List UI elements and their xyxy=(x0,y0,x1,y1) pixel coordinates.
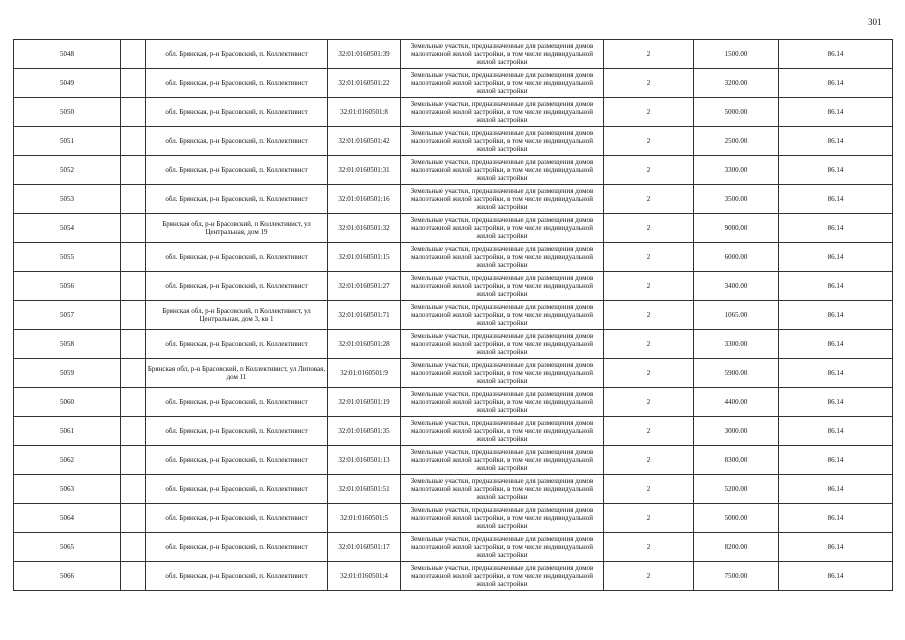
land-use-cell: Земельные участки, предназначенные для размещения домов малоэтажной жилой застройки, в том числе индивидуальной жилой застройки xyxy=(401,127,604,156)
land-use-cell: Земельные участки, предназначенные для размещения домов малоэтажной жилой застройки, в том числе индивидуальной жилой застройки xyxy=(401,504,604,533)
address-cell: обл. Брянская, р-н Брасовский, п. Коллективист xyxy=(146,417,328,446)
rate-cell: 86.14 xyxy=(779,446,893,475)
rate-cell: 86.14 xyxy=(779,214,893,243)
rate-cell: 86.14 xyxy=(779,562,893,591)
cadastral-number-cell: 32:01:0160501:9 xyxy=(328,359,401,388)
table-row xyxy=(14,562,893,591)
area-cell: 3200.00 xyxy=(694,69,779,98)
row-number-cell: 5061 xyxy=(14,417,121,446)
row-number-cell: 5058 xyxy=(14,330,121,359)
row-number-cell: 5060 xyxy=(14,388,121,417)
address-cell: обл. Брянская, р-н Брасовский, п. Коллективист xyxy=(146,156,328,185)
row-number-cell: 5064 xyxy=(14,504,121,533)
cadastral-number-cell: 32:01:0160501:31 xyxy=(328,156,401,185)
category-cell: 2 xyxy=(604,185,694,214)
address-cell: обл. Брянская, р-н Брасовский, п. Коллективист xyxy=(146,243,328,272)
address-cell: Брянская обл, р-н Брасовский, п Коллективист, ул Липовая, дом 11 xyxy=(146,359,328,388)
address-cell: обл. Брянская, р-н Брасовский, п. Коллективист xyxy=(146,388,328,417)
area-cell: 9000.00 xyxy=(694,214,779,243)
cadastral-number-cell: 32:01:0160501:17 xyxy=(328,533,401,562)
rate-cell: 86.14 xyxy=(779,533,893,562)
rate-cell: 86.14 xyxy=(779,301,893,330)
cadastral-number-cell: 32:01:0160501:4 xyxy=(328,562,401,591)
table-row xyxy=(14,388,893,417)
table-row xyxy=(14,417,893,446)
rate-cell: 86.14 xyxy=(779,243,893,272)
row-number-cell: 5053 xyxy=(14,185,121,214)
cadastral-number-cell: 32:01:0160501:5 xyxy=(328,504,401,533)
area-cell: 6000.00 xyxy=(694,243,779,272)
empty-cell xyxy=(121,301,146,330)
rate-cell: 86.14 xyxy=(779,156,893,185)
table-row xyxy=(14,127,893,156)
address-cell: обл. Брянская, р-н Брасовский, п. Коллективист xyxy=(146,127,328,156)
empty-cell xyxy=(121,69,146,98)
table-row xyxy=(14,504,893,533)
category-cell: 2 xyxy=(604,446,694,475)
area-cell: 3400.00 xyxy=(694,272,779,301)
category-cell: 2 xyxy=(604,504,694,533)
empty-cell xyxy=(121,98,146,127)
table-row xyxy=(14,359,893,388)
category-cell: 2 xyxy=(604,40,694,69)
land-use-cell: Земельные участки, предназначенные для размещения домов малоэтажной жилой застройки, в том числе индивидуальной жилой застройки xyxy=(401,475,604,504)
category-cell: 2 xyxy=(604,98,694,127)
rate-cell: 86.14 xyxy=(779,69,893,98)
cadastral-number-cell: 32:01:0160501:28 xyxy=(328,330,401,359)
row-number-cell: 5066 xyxy=(14,562,121,591)
category-cell: 2 xyxy=(604,562,694,591)
row-number-cell: 5059 xyxy=(14,359,121,388)
address-cell: обл. Брянская, р-н Брасовский, п. Коллективист xyxy=(146,504,328,533)
table-body xyxy=(14,40,893,591)
empty-cell xyxy=(121,475,146,504)
table-row xyxy=(14,533,893,562)
area-cell: 1065.00 xyxy=(694,301,779,330)
address-cell: Брянская обл, р-н Брасовский, п Коллективист, ул Центральная, дом 3, кв 1 xyxy=(146,301,328,330)
empty-cell xyxy=(121,243,146,272)
area-cell: 7500.00 xyxy=(694,562,779,591)
cadastral-number-cell: 32:01:0160501:15 xyxy=(328,243,401,272)
cadastral-number-cell: 32:01:0160501:19 xyxy=(328,388,401,417)
table-row xyxy=(14,446,893,475)
category-cell: 2 xyxy=(604,243,694,272)
table-row xyxy=(14,98,893,127)
area-cell: 1500.00 xyxy=(694,40,779,69)
rate-cell: 86.14 xyxy=(779,127,893,156)
row-number-cell: 5056 xyxy=(14,272,121,301)
empty-cell xyxy=(121,40,146,69)
rate-cell: 86.14 xyxy=(779,185,893,214)
cadastral-number-cell: 32:01:0160501:27 xyxy=(328,272,401,301)
land-use-cell: Земельные участки, предназначенные для размещения домов малоэтажной жилой застройки, в том числе индивидуальной жилой застройки xyxy=(401,533,604,562)
table-row xyxy=(14,475,893,504)
empty-cell xyxy=(121,417,146,446)
area-cell: 5900.00 xyxy=(694,359,779,388)
row-number-cell: 5049 xyxy=(14,69,121,98)
table-row xyxy=(14,243,893,272)
address-cell: обл. Брянская, р-н Брасовский, п. Коллективист xyxy=(146,40,328,69)
category-cell: 2 xyxy=(604,388,694,417)
row-number-cell: 5051 xyxy=(14,127,121,156)
address-cell: обл. Брянская, р-н Брасовский, п. Коллективист xyxy=(146,562,328,591)
category-cell: 2 xyxy=(604,214,694,243)
category-cell: 2 xyxy=(604,156,694,185)
rate-cell: 86.14 xyxy=(779,272,893,301)
address-cell: обл. Брянская, р-н Брасовский, п. Коллективист xyxy=(146,533,328,562)
address-cell: обл. Брянская, р-н Брасовский, п. Коллективист xyxy=(146,98,328,127)
address-cell: обл. Брянская, р-н Брасовский, п. Коллективист xyxy=(146,272,328,301)
empty-cell xyxy=(121,214,146,243)
rate-cell: 86.14 xyxy=(779,475,893,504)
cadastral-number-cell: 32:01:0160501:22 xyxy=(328,69,401,98)
table-row xyxy=(14,69,893,98)
empty-cell xyxy=(121,446,146,475)
row-number-cell: 5063 xyxy=(14,475,121,504)
empty-cell xyxy=(121,127,146,156)
category-cell: 2 xyxy=(604,301,694,330)
empty-cell xyxy=(121,272,146,301)
cadastral-number-cell: 32:01:0160501:13 xyxy=(328,446,401,475)
row-number-cell: 5054 xyxy=(14,214,121,243)
empty-cell xyxy=(121,562,146,591)
land-use-cell: Земельные участки, предназначенные для размещения домов малоэтажной жилой застройки, в том числе индивидуальной жилой застройки xyxy=(401,562,604,591)
area-cell: 3500.00 xyxy=(694,185,779,214)
category-cell: 2 xyxy=(604,330,694,359)
area-cell: 2500.00 xyxy=(694,127,779,156)
row-number-cell: 5057 xyxy=(14,301,121,330)
category-cell: 2 xyxy=(604,272,694,301)
area-cell: 3000.00 xyxy=(694,417,779,446)
category-cell: 2 xyxy=(604,69,694,98)
rate-cell: 86.14 xyxy=(779,330,893,359)
address-cell: обл. Брянская, р-н Брасовский, п. Коллективист xyxy=(146,330,328,359)
rate-cell: 86.14 xyxy=(779,504,893,533)
rate-cell: 86.14 xyxy=(779,388,893,417)
land-use-cell: Земельные участки, предназначенные для размещения домов малоэтажной жилой застройки, в том числе индивидуальной жилой застройки xyxy=(401,40,604,69)
address-cell: обл. Брянская, р-н Брасовский, п. Коллективист xyxy=(146,475,328,504)
row-number-cell: 5052 xyxy=(14,156,121,185)
land-use-cell: Земельные участки, предназначенные для размещения домов малоэтажной жилой застройки, в том числе индивидуальной жилой застройки xyxy=(401,417,604,446)
cadastral-number-cell: 32:01:0160501:32 xyxy=(328,214,401,243)
land-registry-table xyxy=(13,39,893,591)
empty-cell xyxy=(121,533,146,562)
table-row xyxy=(14,156,893,185)
area-cell: 5000.00 xyxy=(694,98,779,127)
category-cell: 2 xyxy=(604,533,694,562)
cadastral-number-cell: 32:01:0160501:8 xyxy=(328,98,401,127)
rate-cell: 86.14 xyxy=(779,359,893,388)
empty-cell xyxy=(121,330,146,359)
table-row xyxy=(14,330,893,359)
cadastral-number-cell: 32:01:0160501:35 xyxy=(328,417,401,446)
empty-cell xyxy=(121,504,146,533)
land-use-cell: Земельные участки, предназначенные для размещения домов малоэтажной жилой застройки, в том числе индивидуальной жилой застройки xyxy=(401,69,604,98)
table-row xyxy=(14,185,893,214)
land-use-cell: Земельные участки, предназначенные для размещения домов малоэтажной жилой застройки, в том числе индивидуальной жилой застройки xyxy=(401,446,604,475)
land-use-cell: Земельные участки, предназначенные для размещения домов малоэтажной жилой застройки, в том числе индивидуальной жилой застройки xyxy=(401,243,604,272)
table-row xyxy=(14,301,893,330)
land-use-cell: Земельные участки, предназначенные для размещения домов малоэтажной жилой застройки, в том числе индивидуальной жилой застройки xyxy=(401,272,604,301)
page-number: 301 xyxy=(868,17,882,27)
cadastral-number-cell: 32:01:0160501:71 xyxy=(328,301,401,330)
area-cell: 5000.00 xyxy=(694,504,779,533)
row-number-cell: 5055 xyxy=(14,243,121,272)
land-use-cell: Земельные участки, предназначенные для размещения домов малоэтажной жилой застройки, в том числе индивидуальной жилой застройки xyxy=(401,98,604,127)
category-cell: 2 xyxy=(604,359,694,388)
table-row xyxy=(14,214,893,243)
address-cell: обл. Брянская, р-н Брасовский, п. Коллективист xyxy=(146,446,328,475)
table-row xyxy=(14,40,893,69)
table-row xyxy=(14,272,893,301)
land-use-cell: Земельные участки, предназначенные для размещения домов малоэтажной жилой застройки, в том числе индивидуальной жилой застройки xyxy=(401,330,604,359)
cadastral-number-cell: 32:01:0160501:16 xyxy=(328,185,401,214)
area-cell: 3300.00 xyxy=(694,156,779,185)
row-number-cell: 5065 xyxy=(14,533,121,562)
empty-cell xyxy=(121,185,146,214)
rate-cell: 86.14 xyxy=(779,417,893,446)
rate-cell: 86.14 xyxy=(779,40,893,69)
land-use-cell: Земельные участки, предназначенные для размещения домов малоэтажной жилой застройки, в том числе индивидуальной жилой застройки xyxy=(401,301,604,330)
row-number-cell: 5062 xyxy=(14,446,121,475)
area-cell: 4400.00 xyxy=(694,388,779,417)
category-cell: 2 xyxy=(604,127,694,156)
row-number-cell: 5050 xyxy=(14,98,121,127)
cadastral-number-cell: 32:01:0160501:39 xyxy=(328,40,401,69)
address-cell: Брянская обл, р-н Брасовский, п Коллективист, ул Центральная, дом 19 xyxy=(146,214,328,243)
empty-cell xyxy=(121,156,146,185)
rate-cell: 86.14 xyxy=(779,98,893,127)
area-cell: 8200.00 xyxy=(694,533,779,562)
cadastral-number-cell: 32:01:0160501:42 xyxy=(328,127,401,156)
land-use-cell: Земельные участки, предназначенные для размещения домов малоэтажной жилой застройки, в том числе индивидуальной жилой застройки xyxy=(401,156,604,185)
area-cell: 3300.00 xyxy=(694,330,779,359)
land-use-cell: Земельные участки, предназначенные для размещения домов малоэтажной жилой застройки, в том числе индивидуальной жилой застройки xyxy=(401,185,604,214)
row-number-cell: 5048 xyxy=(14,40,121,69)
empty-cell xyxy=(121,359,146,388)
address-cell: обл. Брянская, р-н Брасовский, п. Коллективист xyxy=(146,185,328,214)
empty-cell xyxy=(121,388,146,417)
category-cell: 2 xyxy=(604,475,694,504)
land-use-cell: Земельные участки, предназначенные для размещения домов малоэтажной жилой застройки, в том числе индивидуальной жилой застройки xyxy=(401,388,604,417)
area-cell: 8300.00 xyxy=(694,446,779,475)
land-use-cell: Земельные участки, предназначенные для размещения домов малоэтажной жилой застройки, в том числе индивидуальной жилой застройки xyxy=(401,214,604,243)
address-cell: обл. Брянская, р-н Брасовский, п. Коллективист xyxy=(146,69,328,98)
land-use-cell: Земельные участки, предназначенные для размещения домов малоэтажной жилой застройки, в том числе индивидуальной жилой застройки xyxy=(401,359,604,388)
cadastral-number-cell: 32:01:0160501:51 xyxy=(328,475,401,504)
area-cell: 5200.00 xyxy=(694,475,779,504)
category-cell: 2 xyxy=(604,417,694,446)
